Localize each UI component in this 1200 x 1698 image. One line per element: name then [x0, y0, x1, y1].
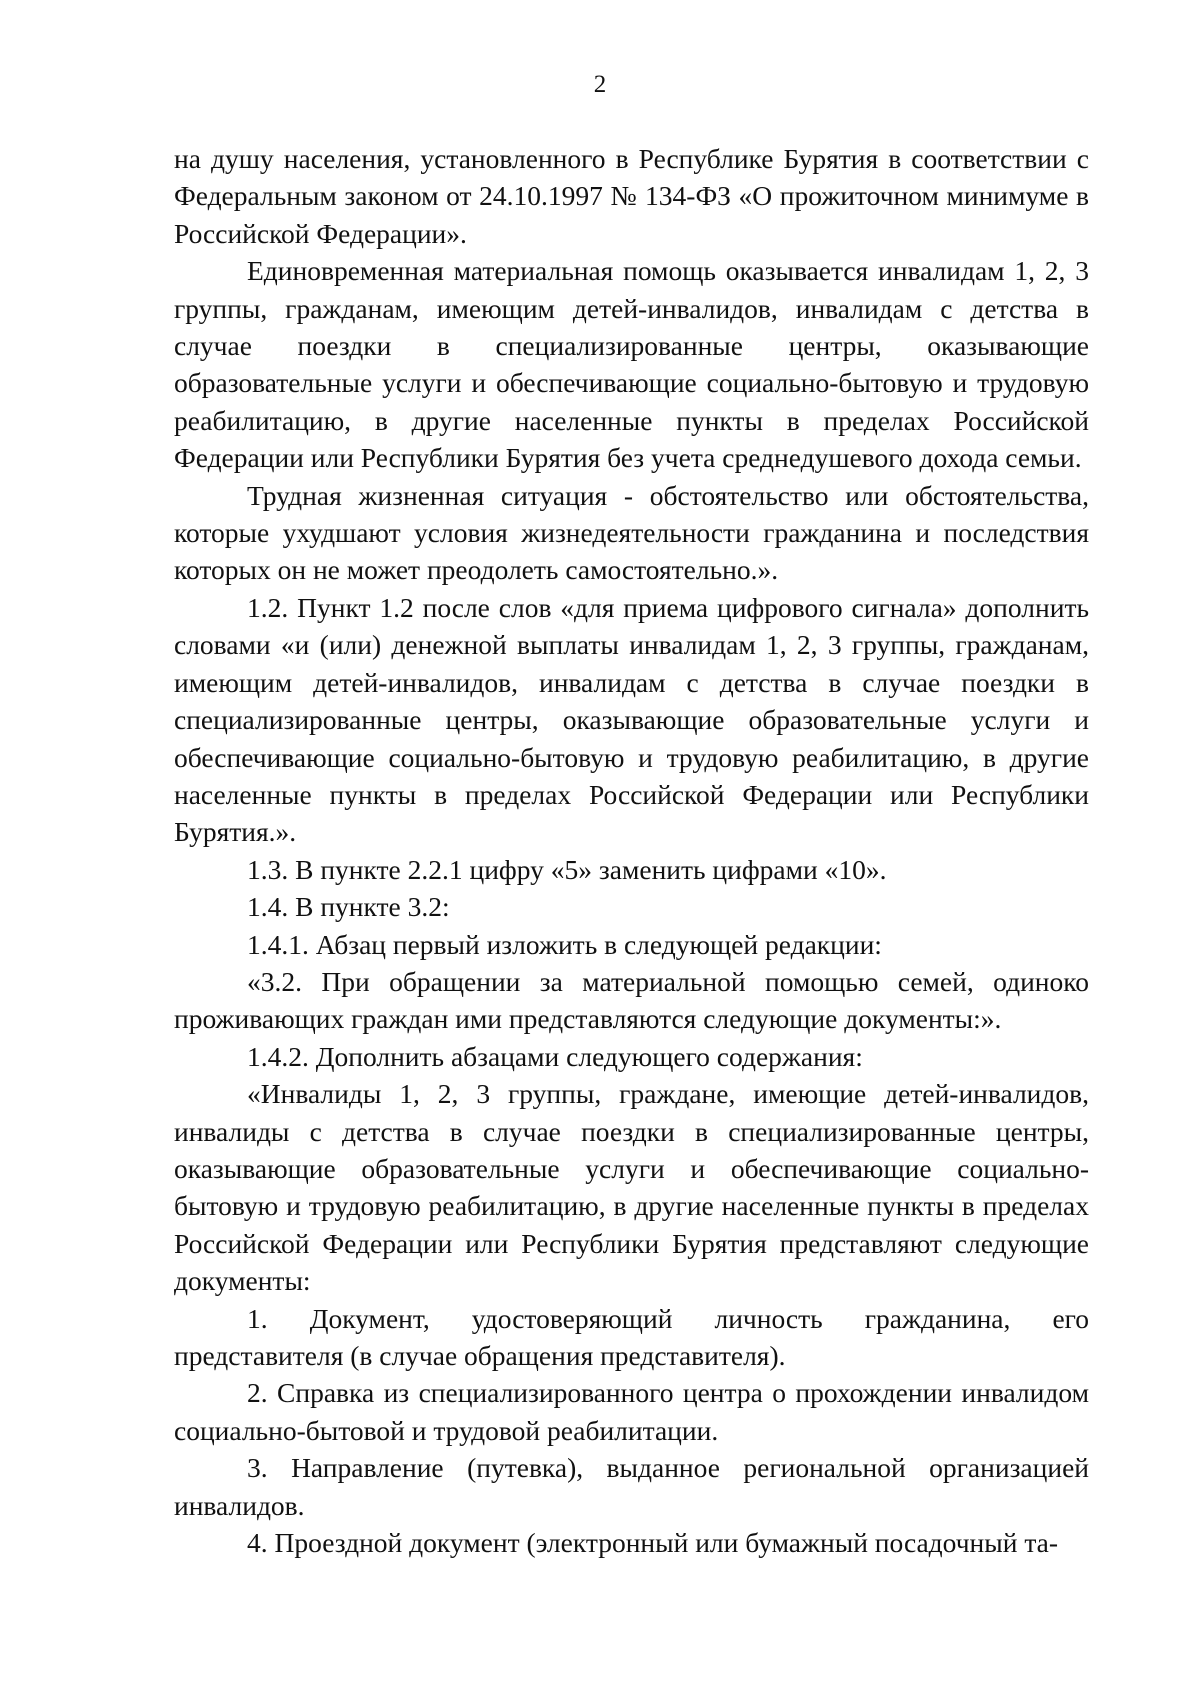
paragraph-disabled-documents: «Инвалиды 1, 2, 3 группы, граждане, имеющие детей-инвалидов, инвалиды с детства в случае поездки в специализированные центры, оказывающие образовательные услуги и обеспечивающие социально-бытовую и трудовую реабилитацию, в другие населенные пункты в пределах Российской Федерации или Республики Бурятия представляют следующие документы:	[174, 1078, 1089, 1297]
paragraph-lump-sum-aid: Единовременная материальная помощь оказывается инвалидам 1, 2, 3 группы, гражданам, имеющим детей-инвалидов, инвалидам с детства в случае поездки в специализированные центры, оказывающие образовательные услуги и обеспечивающие социально-бытовую и трудовую реабилитацию, в другие населенные пункты в пределах Российской Федерации или Республики Бурятия без учета среднедушевого дохода семьи.	[174, 255, 1089, 474]
paragraph-item-1-4-1: 1.4.1. Абзац первый изложить в следующей редакции:	[247, 928, 882, 960]
paragraph-item-1-2: 1.2. Пункт 1.2 после слов «для приема цифрового сигнала» дополнить словами «и (или) денежной выплаты инвалидам 1, 2, 3 группы, гражданам, имеющим детей-инвалидов, инвалидам с детства в случае поездки в специализированные центры, оказывающие образовательные услуги и обеспечивающие социально-бытовую и трудовую реабилитацию, в другие населенные пункты в пределах Российской Федерации или Республики Бурятия.».	[174, 591, 1089, 848]
paragraph-item-1-4-2: 1.4.2. Дополнить абзацами следующего содержания:	[247, 1040, 863, 1072]
list-item-document-2: 2. Справка из специализированного центра о прохождении инвалидом социально-бытовой и трудовой реабилитации.	[174, 1377, 1089, 1446]
list-item-document-3: 3. Направление (путевка), выданное региональной организацией инвалидов.	[174, 1452, 1089, 1521]
paragraph-item-3-2-new: «3.2. При обращении за материальной помощью семей, одиноко проживающих граждан ими представляются следующие документы:».	[174, 965, 1089, 1035]
paragraph-hardship-definition: Трудная жизненная ситуация - обстоятельство или обстоятельства, которые ухудшают условия жизнедеятельности гражданина и последствия которых он не может преодолеть самостоятельно.».	[174, 479, 1089, 586]
paragraph-continuation: на душу населения, установленного в Республике Бурятия в соответствии с Федеральным законом от 24.10.1997 № 134-ФЗ «О прожиточном минимуме в Российской Федерации».	[174, 143, 1089, 249]
list-item-document-1: 1. Документ, удостоверяющий личность гражданина, его представителя (в случае обращения представителя).	[174, 1302, 1089, 1371]
page-number: 2	[593, 71, 607, 98]
paragraph-item-1-4: 1.4. В пункте 3.2:	[247, 891, 450, 923]
document-body	[174, 140, 1089, 1561]
list-item-document-4: 4. Проездной документ (электронный или бумажный посадочный та-	[247, 1527, 1059, 1559]
paragraph-item-1-3: 1.3. В пункте 2.2.1 цифру «5» заменить цифрами «10».	[247, 853, 887, 885]
